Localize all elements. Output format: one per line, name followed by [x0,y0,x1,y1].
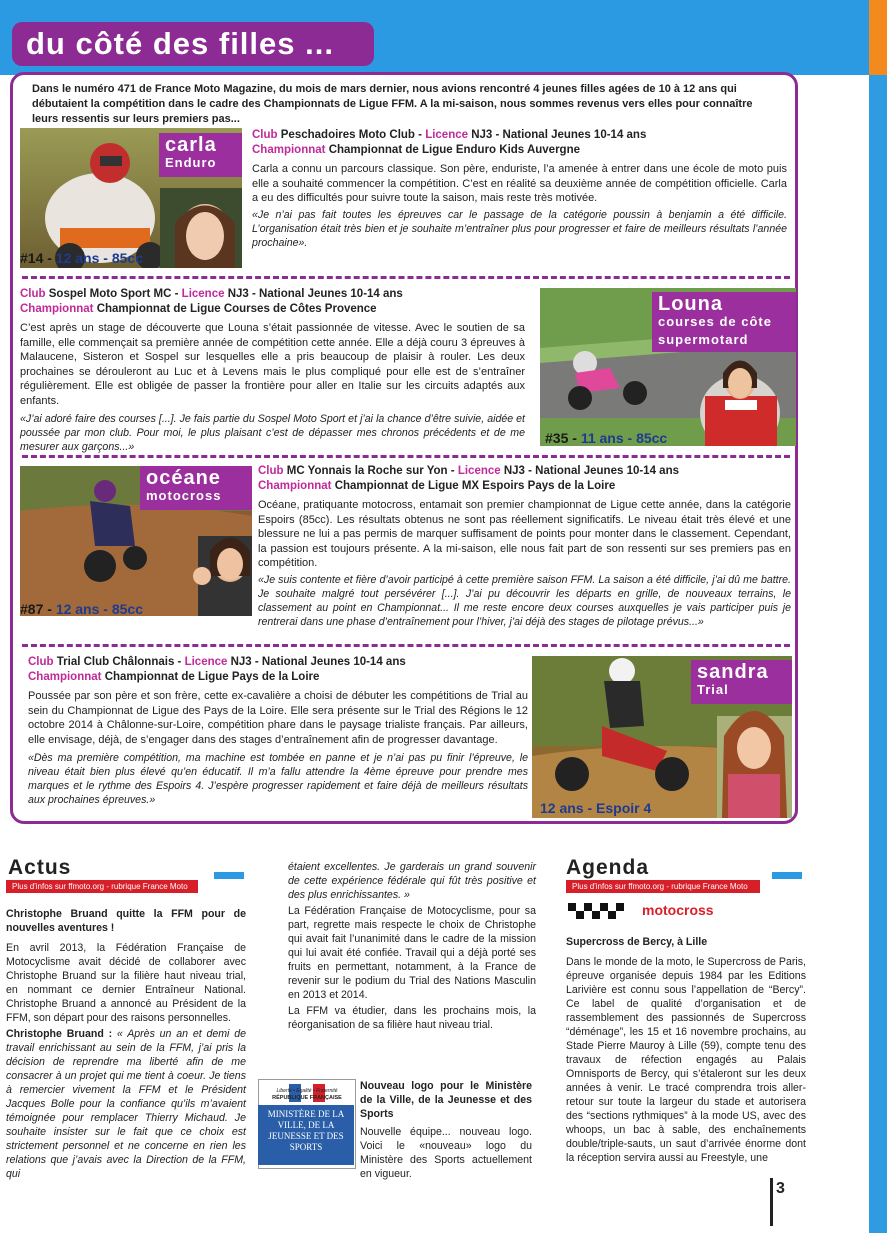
actus-info-bar: Plus d'infos sur ffmoto.org - rubrique France Moto [6,880,198,893]
carla-text: Carla a connu un parcours classique. Son père, enduriste, l’a amenée à entrer dans une école de moto puis elle a souhaité commencer la compétition. C’est en réalité sa deuxième année de compétition officielle. Carla a eu des difficultés pour suivre toute la saison, mais reste très motivée. [252,163,787,204]
divider-2 [22,455,790,458]
actus-col-2 [288,860,536,1034]
carla-club-line: Club Peschadoires Moto Club - Licence NJ3 - National Jeunes 10-14 ans [252,129,647,141]
right-sidebar [869,0,887,1233]
logo-article-text: Nouvelle équipe... nouveau logo. Voici le «nouveau» logo du Ministère des Sports actuellement en vigueur. [360,1126,532,1180]
oceane-text-block [258,464,791,629]
divider-3 [22,644,790,647]
oceane-discipline: motocross [146,488,222,503]
actus-col-1 [6,907,246,1183]
actus-p1: En avril 2013, la Fédération Française de Motocyclisme avait décidé de collaborer avec Christophe Bruand sur la filière haut niveau trial, en nommant ce dernier Entraîneur National. Christophe Bruand a annoncé au Président de la FFM, son départ pour des raisons personnelles. [6,942,246,1024]
carla-championnat-line: Championnat Championnat de Ligue Enduro Kids Auvergne [252,144,580,156]
divider-1 [22,276,790,279]
oceane-number: #87 - [20,601,52,617]
oceane-quote: «Je suis contente et fière d’avoir participé à cette première saison FFM. La saison a été difficile, j’ai dû me battre. Je souhaite malgré tout persévérer [...]. J’ai pu découvrir les départs en grille, de nouveaux terrains, le classement au point en Championnat... Il me reste encore deux courses auxquelles je vais participer puis je rentrerai dans une phase d’entraînement pour l’hiver, j’ai déjà des stages de pilotage prévus...» [258,573,791,628]
oceane-club-line: Club MC Yonnais la Roche sur Yon - Licence NJ3 - National Jeunes 10-14 ans [258,465,679,477]
louna-championnat-line: Championnat Championnat de Ligue Courses de Côtes Provence [20,303,377,315]
page-title: du côté des filles ... [12,22,374,66]
actus-logo-article [360,1079,532,1183]
actus-blue-dash [214,872,244,879]
page-number-bracket [770,1178,773,1226]
actus-article-title: Christophe Bruand quitte la FFM pour de nouvelles aventures ! [6,908,246,934]
carla-age-cc: 12 ans - 85cc [55,250,143,266]
oceane-name: océane [146,467,221,489]
right-sidebar-accent [869,0,887,75]
louna-name: Louna [658,293,723,315]
carla-text-block [252,128,787,250]
oceane-championnat-line: Championnat Championnat de Ligue MX Espoirs Pays de la Loire [258,480,616,492]
agenda-category: motocross [642,902,714,918]
carla-tag [20,250,143,266]
oceane-tag [20,601,143,617]
agenda-text: Dans le monde de la moto, le Supercross de Paris, épreuve organisée depuis 1984 par les Editions Larivière est connu sous l’appellation de “Bercy”. Ce label de qualité d’organisation et de rassemblement des passionnés de Supercross “déménage”, les 15 et 16 novembre prochains, au Stade Pierre Mauroy à Lille (59), compte tenu des travaux de réfection engagés au Palais Omnisports de Bercy, qui s’étaleront sur les deux années à venir. Le tracé comprendra trois aller-retour sur toute la largeur du stade et autorisera des “sections rythmiques” à la mode US, avec des whoops, un bac à sable, des enchaînements double/triple-sauts, un saut d’arrivée énorme dont la réception servira aussi au Freestyle, une [566,956,806,1164]
actus-p5: La FFM va étudier, dans les prochains mois, la réorganisation de sa filière haut niveau trial. [288,1005,536,1031]
checkered-flag-icon [568,903,628,919]
sandra-club-line: Club Trial Club Châlonnais - Licence NJ3 - National Jeunes 10-14 ans [28,656,406,668]
logo-republic: RÉPUBLIQUE FRANÇAISE [272,1095,342,1101]
intro-paragraph: Dans le numéro 471 de France Moto Magazine, du mois de mars dernier, nous avions rencontré 4 jeunes filles agées de 10 à 12 ans qui débutaient la compétition dans le cadre des Championnats de Ligue FFM. A la mi-saison, nous sommes revenus vers elles pour connaître leurs ressentis sur leurs premiers pas... [32,83,753,125]
carla-name-box [159,133,242,177]
carla-quote: «Je n’ai pas fait toutes les épreuves car le passage de la catégorie poussin à benjamin a été difficile. L’organisation était très bien et je souhaite m’entraîner plus pour progresser et faire de meilleurs résultats l’année prochaine». [252,208,787,249]
carla-name: carla [165,134,217,156]
louna-number: #35 - [545,430,577,446]
actus-p2: Christophe Bruand : « Après un an et demi de travail enrichissant au sein de la FFM, j’ai pris la décision de reprendre ma liberté afin de me consacrer à un projet qui me tient à coeur. Je tiens à remercier vivement la FFM et le Président Jacques Bolle pour la confiance qu’ils m’avaient témoignée pour remplacer Thierry Michaud. Je souhaite insister sur le fait que ce choix est strictement personnel et ne concerne en rien les relations que j’avais avec la Direction de la FFM, qui [6,1028,246,1180]
actus-p3: étaient excellentes. Je garderais un grand souvenir de cette expérience fédérale qui fût très positive et des plus enrichissantes. » [288,861,536,901]
oceane-age-cc: 12 ans - 85cc [55,601,143,617]
agenda-heading: Agenda [566,856,650,879]
agenda-col [566,935,806,1167]
logo-motto: Liberté • Égalité • Fraternité [276,1088,338,1094]
actus-heading: Actus [8,856,72,879]
agenda-event-title: Supercross de Bercy, à Lille [566,936,708,948]
oceane-name-box [140,466,252,510]
sandra-name: sandra [697,661,769,683]
sandra-text-block [28,655,528,807]
oceane-text: Océane, pratiquante motocross, entamait son premier championnat de Ligue cette année, dans la catégorie Espoirs (85cc). Les résultats obtenus ne sont pas réellement significatifs. Le niveau était très élevé et une blessure ne lui a pas permis de marquer suffisament de points pour monter dans le classement. Cependant, la passion est toujours présente. A la mi-saison, elle nous fait part de son ressenti sur ses premiers pas en compétition. [258,499,791,569]
louna-discipline: courses de côte supermotard [658,314,772,347]
logo-article-title: Nouveau logo pour le Ministère de la Ville, de la Jeunesse et des Sports [360,1080,532,1120]
actus-p4: La Fédération Française de Motocyclisme, pour sa part, regrette mais respecte le choix de Christophe qui avait fait l’unanimité dans le cadre de la mission qui lui avait été confiée. Travail qui a déjà porté ses fruits en permettant, notamment, à la France de revenir sur le podium du Trial des Nations Masculin en 2013 et 2014. [288,905,536,1001]
logo-ministry-label: MINISTÈRE DE LA VILLE, DE LA JEUNESSE ET DES SPORTS [258,1105,354,1165]
sandra-quote: «Dès ma première compétition, ma machine est tombée en panne et je n’ai pas pu finir l’épreuve, le niveau était bien plus élevé qu’en éducatif. Il m’a fallu attendre la 4ème épreuve pour prendre mes marques et le rythme des Espoirs 4. J’espère progresser rapidement et faire déjà de meilleurs résultats aux prochaines épreuves.» [28,752,528,806]
louna-club-line: Club Sospel Moto Sport MC - Licence NJ3 - National Jeunes 10-14 ans [20,288,403,300]
sandra-discipline: Trial [697,682,729,697]
louna-text-block [20,287,525,454]
louna-age-cc: 11 ans - 85cc [580,430,668,446]
louna-tag [545,430,667,446]
carla-discipline: Enduro [165,155,217,170]
agenda-blue-dash [772,872,802,879]
sandra-age-espoir: 12 ans - Espoir 4 [540,800,652,816]
agenda-info-bar: Plus d'infos sur ffmoto.org - rubrique France Moto [566,880,760,893]
louna-quote: «J’ai adoré faire des courses [...]. Je fais partie du Sospel Moto Sport et j’ai la chance d’être suivie, aidée et poussée par mon club. Pour moi, le plus plaisant c’est de dépasser mes chronos précédents et de me mesurer aux garçons...» [20,413,525,453]
page-number: 3 [776,1180,785,1197]
sandra-championnat-line: Championnat Championnat de Ligue Pays de la Loire [28,671,320,683]
louna-text: C’est après un stage de découverte que Louna s’était passionnée de vitesse. Avec le soutien de sa famille, elle commençait sa première année de compétition cette année. Elle a déjà couru 3 épreuves à Malaucene, Sisteron et Sospel sur lesquelles elle a pris beaucoup de plaisir à rouler. Les deux prochaines se dérouleront au Luc et à Levens mais le plus compliqué pour elle est de s’entraîner régulièrement. Elle est obligée de passer la frontière pour aller en Italie sur les circuits adaptés aux enfants. [20,322,525,407]
sandra-tag [540,800,651,816]
sandra-text: Poussée par son père et son frère, cette ex-cavalière a choisi de débuter les compétitions de Trial au sein du Championnat de Ligue des Pays de la Loire. Elle sera présente sur le Trial des Régions le 12 octobre 2014 à Châlonne-sur-Loire, compétition phare dans le paysage trialiste français. Par ailleurs, elle envisage, déjà, de s’engager dans des stages d’entraînement afin de progresser davantage. [28,690,528,746]
sandra-name-box [691,660,792,704]
carla-number: #14 - [20,250,52,266]
louna-name-box [652,292,796,352]
